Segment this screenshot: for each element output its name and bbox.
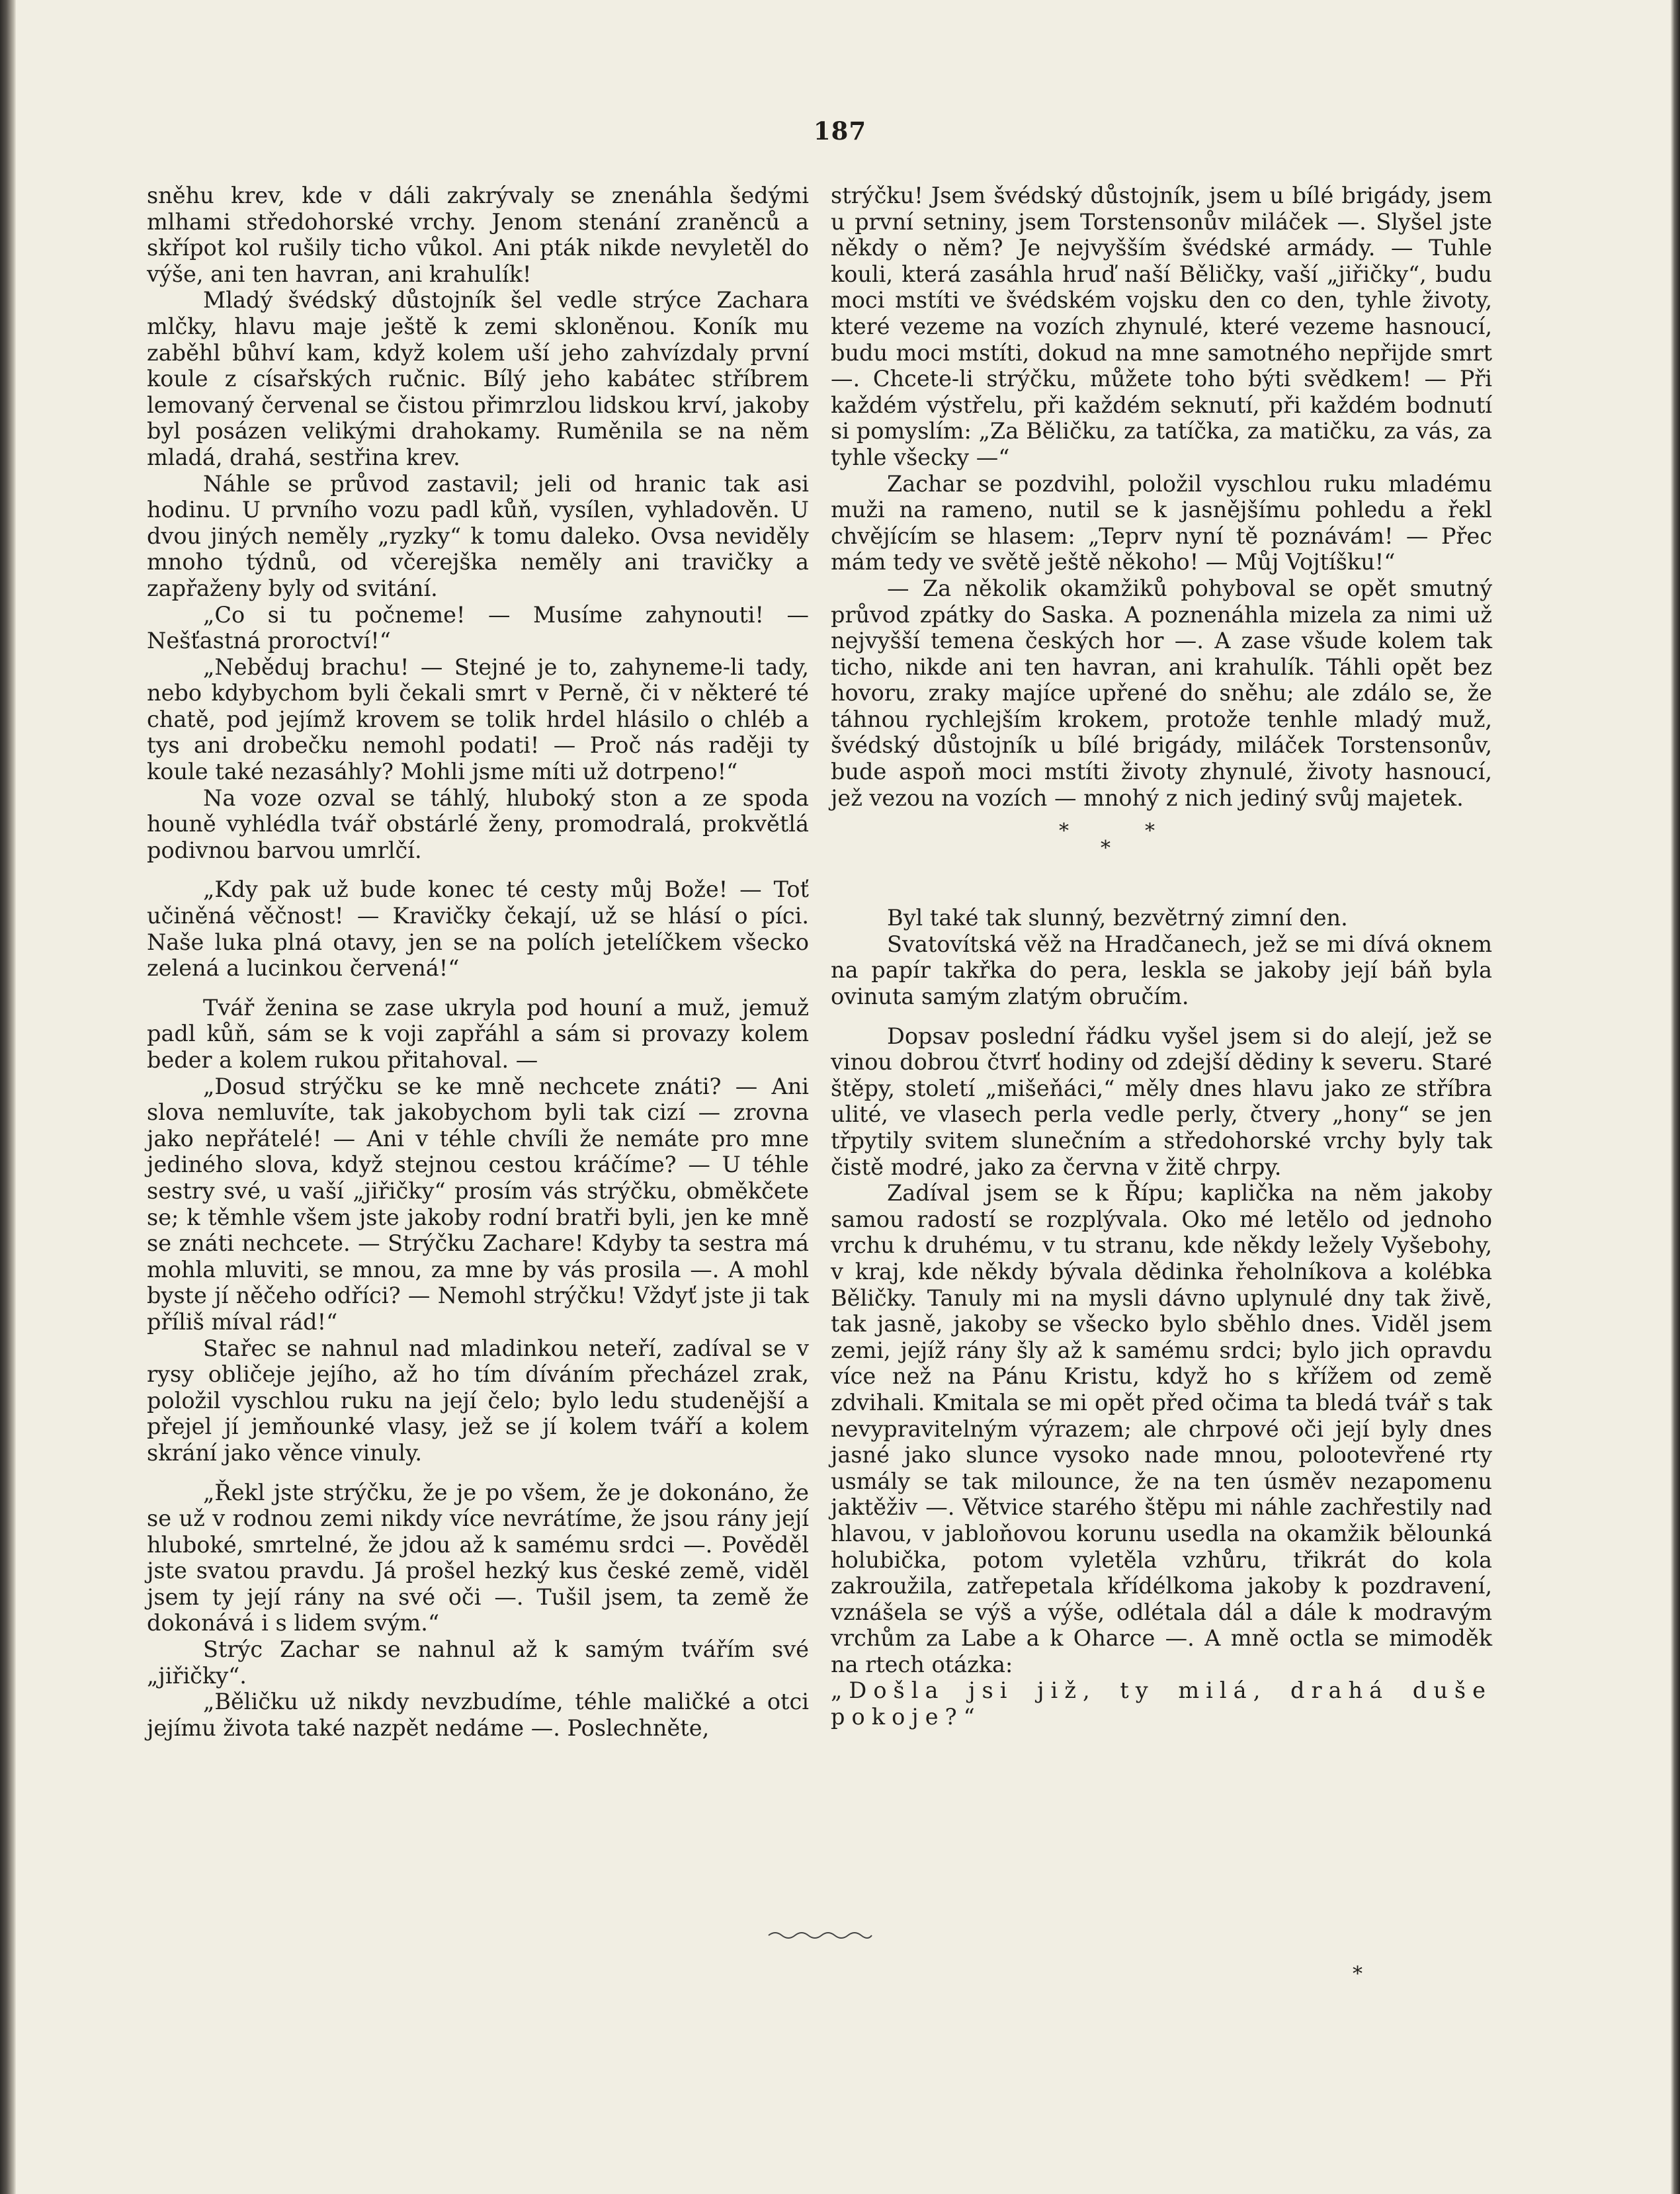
section-separator (831, 819, 1492, 866)
paragraph: Dopsav poslední řádku vyšel jsem si do alejí, jež se vinou dobrou čtvrť hodiny od zdejší dědiny k severu. Staré štěpy, století „mišeňáci,“ měly dnes hlavu jako ze stříbra ulité, ve vlasech perla vedle perly, čtvery „hony“ se jen třpytily svitem slunečním a středohorské vrchy byly tak čistě modré, jako za června v žitě chrpy. (831, 1023, 1492, 1180)
paragraph: Zachar se pozdvihl, položil vyschlou ruku mladému muži na rameno, nutil se k jasnějšímu pohledu a řekl chvějícím se hlasem: „Teprv nyní tě poznávám! — Přec mám tedy ve světě ještě někoho! — Můj Vojtíšku!“ (831, 470, 1492, 575)
right-column (831, 183, 1492, 1730)
paragraph: Mladý švédský důstojník šel vedle strýce Zachara mlčky, hlavu maje ještě k zemi skloněnou. Koník mu zaběhl bůhví kam, když kolem uší jeho zahvízdaly první koule z císařských ručnic. Bílý jeho kabátec stříbrem lemovaný červenal se čistou přimrzlou lidskou krví, jakoby byl posázen velikými drahokamy. Ruměnila se na něm mladá, drahá, sestřina krev. (147, 287, 809, 470)
paragraph: „Co si tu počneme! — Musíme zahynouti! — Nešťastná proroctví!“ (147, 601, 809, 654)
end-ornament (767, 1929, 873, 1942)
paragraph: Zadíval jsem se k Řípu; kaplička na něm jakoby samou radostí se rozplývala. Oko mé letělo od jednoho vrchu k druhému, v tu stranu, kde někdy ležely Vyšebohy, v kraj, kde někdy bývala dědinka řeholníkova a kolébka Běličky. Tanuly mi na mysli dávno uplynulé dny tak živě, tak jasně, jakoby se všecko bylo sběhlo dnes. Viděl jsem zemi, jejíž rány šly až k samému srdci; bylo jich opravdu více než na Pánu Kristu, když ho s křížem od země zdvihali. Kmitala se mi opět před očima ta bledá tvář s tak nevypravitelným výrazem; ale chrpové oči její byly dnes jasné jako slunce vysoko nade mnou, polootevřené rty usmály se tak milounce, že na ten úsměv nezapomenu jaktěživ —. Větvice starého štěpu mi náhle zachřestily nad hlavou, v jabloňovou korunu usedla na okamžik bělounká holubička, potom vyletěla vzhůru, třikrát do kola zakroužila, zatřepetala křídélkoma jakoby k pozdravení, vznášela se výš a výše, odlétala dál a dále k modravým vrchům za Labe a k Oharce —. A mně octla se mimoděk na rtech otázka: (831, 1180, 1492, 1677)
paragraph: Na voze ozval se táhlý, hluboký ston a ze spoda houně vyhlédla tvář obstárlé ženy, promodralá, prokvětlá podivnou barvou umrlčí. (147, 784, 809, 863)
scan-right-edge (1671, 0, 1680, 2194)
paragraph: Náhle se průvod zastavil; jeli od hranic tak asi hodinu. U prvního vozu padl kůň, vysílen, vyhladověn. U dvou jiných neměly „ryzky“ k tomu daleko. Ovsa neviděly mnoho týdnů, od včerejška neměly ani travičky a zapřaženy byly od svitání. (147, 470, 809, 601)
paragraph: „Běličku už nikdy nevzbudíme, téhle maličké a otci jejímu života také nazpět nedáme —. Poslechněte, (147, 1689, 809, 1741)
paragraph: „Dosud strýčku se ke mně nechcete znáti? — Ani slova nemluvíte, tak jakobychom byli tak cizí — zrovna jako nepřátelé! — Ani v téhle chvíli že nemáte pro mne jediného slova, když stejnou cestou kráčíme? — U téhle sestry své, u vaší „jiřičky“ prosím vás strýčku, obměkčete se; k těmhle všem jste jakoby rodní bratři byli, jen ke mně se znáti nechcete. — Strýčku Zachare! Kdyby ta sestra má mohla mluviti, se mnou, za mne by vás prosila —. A mohl byste jí něčeho odříci? — Nemohl strýčku! Vždyť jste ji tak příliš míval rád!“ (147, 1073, 809, 1335)
paragraph: „Neběduj brachu! — Stejné je to, zahyneme-li tady, nebo kdybychom byli čekali smrt v Perně, či v některé té chatě, pod jejímž krovem se tolik hrdel hlásilo o chléb a tys ani drobečku nemohl podati! — Proč nás raději ty koule také nezasáhly? Mohli jsme míti už dotrpeno!“ (147, 654, 809, 785)
paragraph: strýčku! Jsem švédský důstojník, jsem u bílé brigády, jsem u první setniny, jsem Torstensonův miláček —. Slyšel jste někdy o něm? Je nejvyšším švédské armády. — Tuhle kouli, která zasáhla hruď naší Běličky, vaší „jiřičky“, budu moci mstíti ve švédském vojsku den co den, tyhle životy, které vezeme na vozích zhynulé, které vezeme hasnoucí, budu moci mstíti, dokud na mne samotného nepřijde smrt —. Chcete-li strýčku, můžete toho býti svědkem! — Při každém výstřelu, při každém seknutí, při každém bodnutí si pomyslím: „Za Běličku, za tatíčka, za matičku, za vás, za tyhle všecky —“ (831, 183, 1492, 470)
paragraph: „Řekl jste strýčku, že je po všem, že je dokonáno, že se už v rodnou zemi nikdy více nevrátíme, že jsou rány její hluboké, smrtelné, že jdou až k samému srdci —. Pověděl jste svatou pravdu. Já prošel hezký kus české země, viděl jsem ty její rány na své oči —. Tušil jsem, ta země že dokonává i s lidem svým.“ (147, 1479, 809, 1636)
paragraph: „Kdy pak už bude konec té cesty můj Bože! — Toť učiněná věčnost! — Kravičky čekají, už se hlásí o píci. Naše luka plná otavy, jen se na polích jetelíčkem všecko zelená a lucinkou červená!“ (147, 876, 809, 982)
left-column (147, 183, 809, 1741)
closing-question: „Došla jsi již, ty milá, drahá duše pokoje?“ (831, 1677, 1492, 1730)
paragraph: Byl také tak slunný, bezvětrný zimní den. (887, 905, 1348, 931)
paragraph: Svatovítská věž na Hradčanech, jež se mi dívá oknem na papír takřka do pera, leskla se jakoby její báň byla ovinuta samým zlatým obručím. (831, 931, 1492, 1010)
separator-star: * (1145, 820, 1155, 843)
paragraph: Tvář ženina se zase ukryla pod houní a muž, jemuž padl kůň, sám se k voji zapřáhl a sám si provazy kolem beder a kolem rukou přitahoval. — (147, 994, 809, 1073)
paragraph: sněhu krev, kde v dáli zakrývaly se znenáhla šedými mlhami středohorské vrchy. Jenom stenání zraněnců a skřípot kol rušily ticho vůkol. Ani pták nikde nevyletěl do výše, ani ten havran, ani krahulík! (147, 183, 809, 287)
paragraph: Strýc Zachar se nahnul až k samým tvářím své „jiřičky“. (147, 1636, 809, 1689)
page-number: 187 (813, 116, 867, 146)
corner-mark: * (1353, 1962, 1363, 1986)
scan-left-edge (0, 0, 16, 2194)
separator-star: * (1059, 820, 1069, 843)
paragraph: Stařec se nahnul nad mladinkou neteří, zadíval se v rysy obličeje jejího, až ho tím díváním přecházel zrak, položil vyschlou ruku na její čelo; bylo ledu studenější a přejel jí jemňounké vlasy, jež se jí kolem tváří a kolem skrání jako věnce vinuly. (147, 1335, 809, 1466)
paragraph: — Za několik okamžiků pohyboval se opět smutný průvod zpátky do Saska. A poznenáhla mizela za nimi už nejvyšší temena českých hor —. A zase všude kolem tak ticho, nikde ani ten havran, ani krahulík. Táhli opět bez hovoru, zraky majíce upřené do sněhu; ale zdálo se, že táhnou rychlejším krokem, protože tenhle mladý muž, švédský důstojník u bílé brigády, miláček Torstensonův, bude aspoň moci mstíti životy zhynulé, životy hasnoucí, jež vezou na vozích — mnohý z nich jediný svůj majetek. (831, 575, 1492, 811)
separator-star: * (1101, 837, 1111, 861)
